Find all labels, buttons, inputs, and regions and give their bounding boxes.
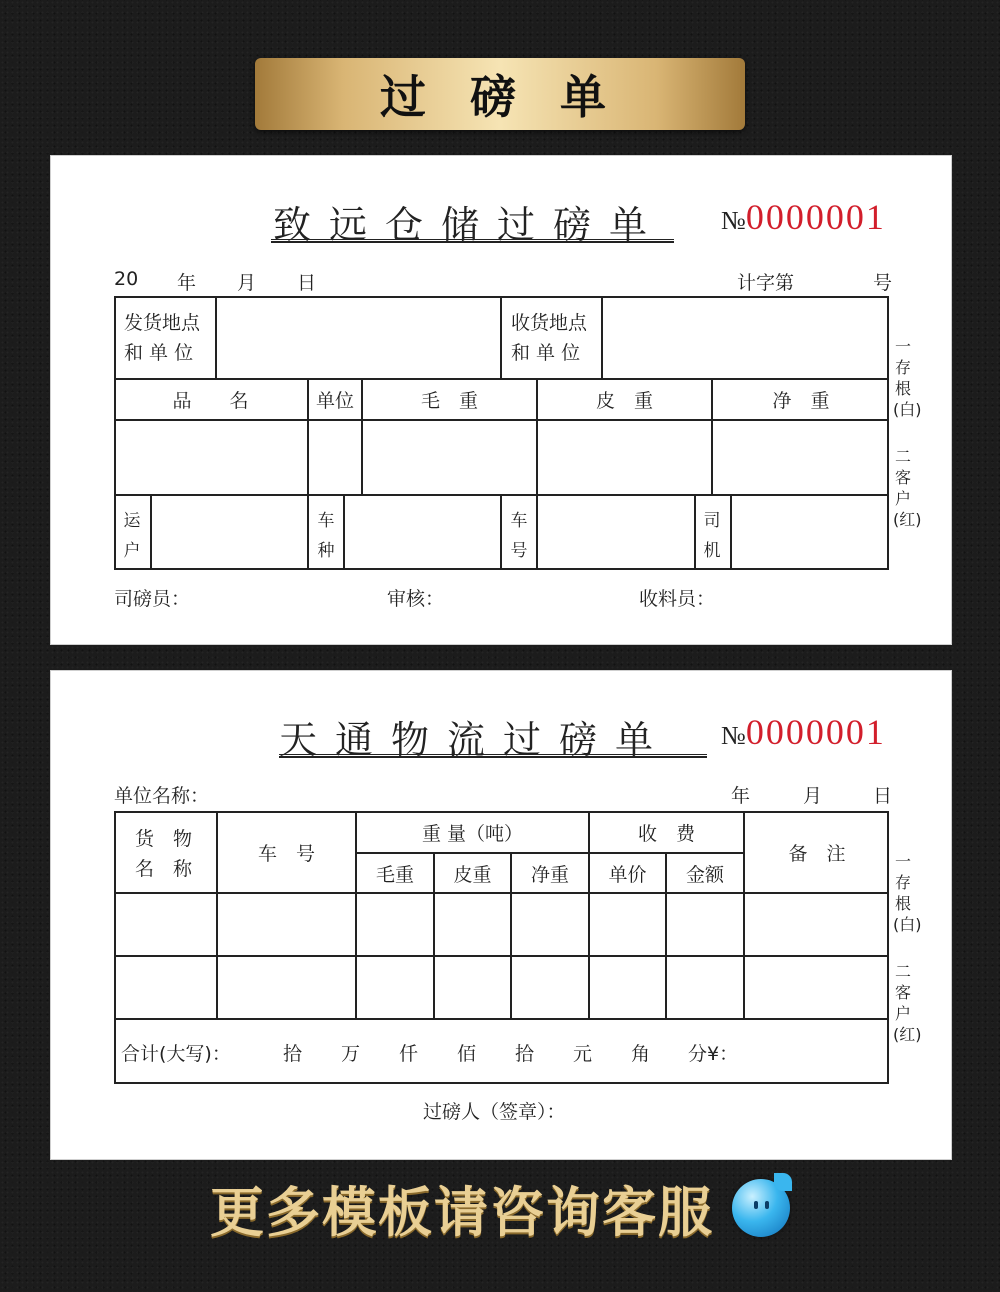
label-vehicle-type: 车种: [317, 511, 335, 561]
unit-name-label: 单位名称：: [114, 785, 210, 807]
copy-customer-label: 二客户(红): [893, 962, 922, 1044]
unit-wan: 万: [341, 1043, 361, 1065]
date-day: 日: [873, 785, 893, 807]
number-sign: №: [721, 206, 746, 235]
footer-cta-text: 更多模板请咨询客服: [210, 1180, 714, 1244]
unit-jiao: 角: [631, 1043, 651, 1065]
label-carrier: 运户: [123, 511, 141, 561]
label-driver: 司机: [703, 511, 721, 561]
banner-title: 过 磅 单: [379, 70, 621, 124]
unit-yuan: 元: [573, 1043, 593, 1065]
copy-stub-label: 一存根(白): [893, 852, 922, 934]
header-goods-line1: 货 物: [135, 828, 193, 850]
number-sign: №: [721, 721, 746, 750]
copy-customer-label: 二客户(红): [893, 447, 922, 529]
weighbill-card-tiantong: [50, 670, 952, 1160]
header-amount: 金额: [685, 863, 724, 886]
ref-prefix: 计字第: [737, 272, 795, 294]
header-weight: 重 量（吨）: [421, 823, 524, 845]
unit-shi-2: 拾: [515, 1043, 535, 1065]
unit-fen-yen: 分¥：: [688, 1043, 739, 1065]
label-plate: 车号: [510, 511, 528, 561]
serial-value: 0000001: [745, 197, 886, 237]
ref-suffix: 号: [873, 272, 893, 294]
card2-title: 天通物流过磅单: [279, 718, 672, 762]
card2-title-underline: [279, 754, 707, 758]
unit-qian: 仟: [399, 1043, 419, 1065]
header-banner: [255, 58, 745, 130]
date-year: 年: [731, 785, 751, 807]
header-gross-weight: 毛 重: [420, 390, 478, 412]
receiver-label-line1: 收货地点: [511, 312, 588, 334]
reviewer-label: 审核：: [387, 588, 445, 610]
header-product: 品 名: [172, 390, 249, 412]
unit-shi-1: 拾: [283, 1043, 303, 1065]
receiver-label-line2: 和 单 位: [511, 342, 581, 364]
total-uppercase-label: 合计(大写)：: [121, 1043, 231, 1065]
date-day: 日: [297, 272, 317, 294]
header-gross: 毛重: [375, 863, 414, 886]
material-receiver-label: 收料员：: [639, 588, 716, 610]
header-goods-line2: 名 称: [135, 858, 193, 880]
date-year: 年: [177, 272, 197, 294]
serial-value: 0000001: [745, 712, 886, 752]
header-net: 净重: [530, 863, 569, 886]
shipper-label-line1: 发货地点: [124, 312, 201, 334]
weigher-label: 司磅员：: [114, 588, 191, 610]
chat-bubble-icon[interactable]: [732, 1179, 790, 1237]
signer-label: 过磅人（签章）：: [423, 1101, 566, 1123]
header-tare: 皮重: [453, 863, 492, 886]
header-unit: 单位: [315, 390, 354, 412]
date-year-prefix: 20: [114, 268, 139, 290]
footer-cta: [0, 1168, 1000, 1248]
card1-title-underline: [271, 239, 674, 243]
unit-bai: 佰: [457, 1043, 477, 1065]
date-month: 月: [237, 272, 257, 294]
header-remark: 备 注: [788, 843, 846, 865]
weighbill-card-zhiyuan: [50, 155, 952, 645]
date-month: 月: [803, 785, 823, 807]
header-plate: 车 号: [257, 843, 315, 865]
shipper-label-line2: 和 单 位: [124, 342, 194, 364]
copy-stub-label: 一存根(白): [893, 337, 922, 419]
header-unit-price: 单价: [608, 863, 647, 886]
header-net-weight: 净 重: [772, 390, 830, 412]
card1-title: 致远仓储过磅单: [273, 203, 666, 247]
card2-serial-number: [721, 711, 886, 753]
card1-serial-number: [721, 196, 886, 238]
header-fee: 收 费: [637, 823, 695, 845]
header-tare-weight: 皮 重: [595, 390, 653, 412]
